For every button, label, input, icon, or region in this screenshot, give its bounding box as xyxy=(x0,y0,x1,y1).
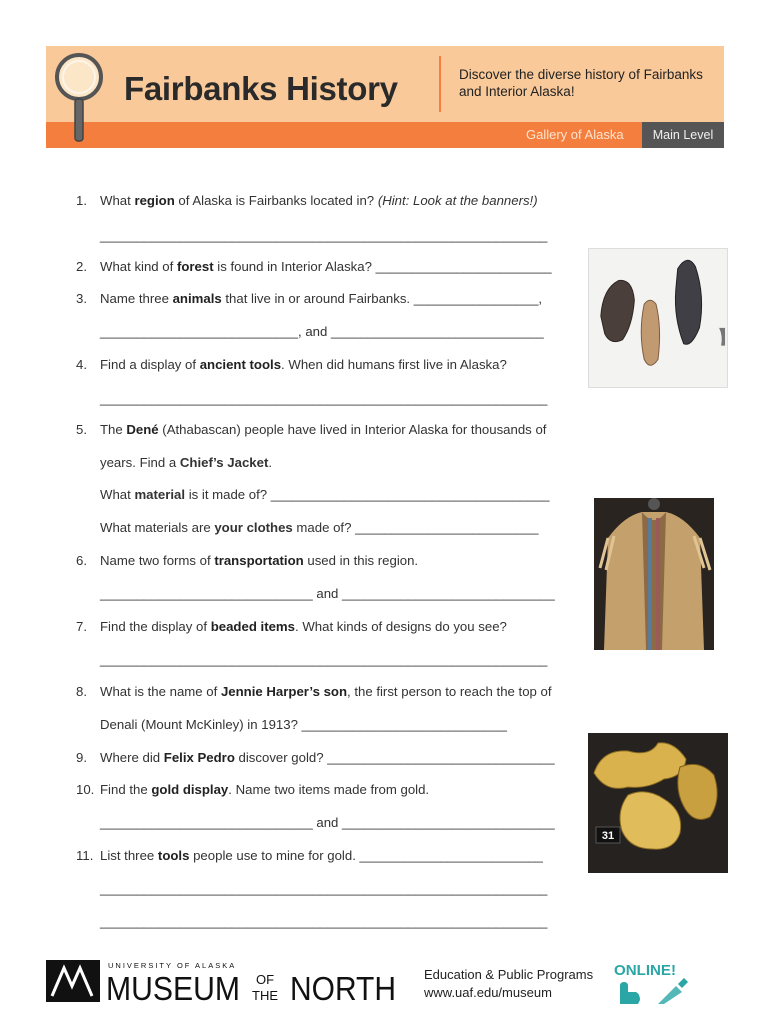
page-title: Fairbanks History xyxy=(124,70,398,107)
answer-line-8[interactable]: Denali (Mount McKinley) in 1913? ____________________________ xyxy=(100,717,507,732)
question-11: 11. List three tools people use to mine for gold. _________________________ xyxy=(76,848,543,863)
footer-department: Education & Public Programs xyxy=(424,967,594,982)
answer-line-3[interactable]: ___________________________, and _____________________________ xyxy=(100,324,544,339)
header-divider xyxy=(439,56,441,112)
logo-university: UNIVERSITY OF ALASKA xyxy=(108,961,237,970)
specimen-tag: 31 xyxy=(601,830,615,842)
level-badge: Main Level xyxy=(642,122,724,148)
header-banner xyxy=(46,46,724,148)
logo-of: OF xyxy=(256,972,275,987)
answer-line-4[interactable]: _____________________________________________________________ xyxy=(100,391,548,406)
online-badge-icon xyxy=(610,960,692,1006)
question-5: 5. The Dené (Athabascan) people have lived in Interior Alaska for thousands of xyxy=(76,422,547,437)
header-tagline: Discover the diverse history of Fairbanks and Interior Alaska! xyxy=(459,67,703,99)
question-7: 7. Find the display of beaded items. What kinds of designs do you see? xyxy=(76,619,507,634)
question-6: 6. Name two forms of transportation used in this region. xyxy=(76,553,419,568)
magnifying-glass-icon xyxy=(52,50,106,146)
question-4: 4. Find a display of ancient tools. When did humans first live in Alaska? xyxy=(76,357,507,372)
logo-the: THE xyxy=(252,988,278,1003)
question-5-clothes: What materials are your clothes made of? _________________________ xyxy=(100,520,539,535)
question-1: 1. What region of Alaska is Fairbanks located in? (Hint: Look at the banners!) xyxy=(76,193,538,208)
logo-museum: MUSEUM xyxy=(106,970,240,1004)
footer-url[interactable]: www.uaf.edu/museum xyxy=(424,985,552,1000)
answer-line-11b[interactable]: _____________________________________________________________ xyxy=(100,914,548,929)
museum-of-the-north-logo xyxy=(46,956,406,1004)
question-5-line-2: years. Find a Chief’s Jacket. xyxy=(100,455,273,470)
answer-line-10[interactable]: _____________________________ and _____________________________ xyxy=(100,815,555,830)
question-2: 2. What kind of forest is found in Interior Alaska? ________________________ xyxy=(76,259,552,274)
logo-north: NORTH xyxy=(290,970,396,1004)
answer-line-1[interactable]: _____________________________________________________________ xyxy=(100,228,548,243)
question-3: 3. Name three animals that live in or around Fairbanks. _________________, xyxy=(76,291,543,306)
question-5-material: What material is it made of? ______________________________________ xyxy=(100,487,550,502)
hint-text: (Hint: Look at the banners!) xyxy=(377,193,538,208)
gallery-label: Gallery of Alaska xyxy=(526,127,624,142)
answer-line-11a[interactable]: _____________________________________________________________ xyxy=(100,881,548,896)
footer-contact xyxy=(424,966,593,1002)
answer-line-6[interactable]: _____________________________ and _____________________________ xyxy=(100,586,555,601)
gold-nuggets-photo xyxy=(588,733,728,873)
online-label: ONLINE! xyxy=(614,962,676,979)
question-10: 10. Find the gold display. Name two items made from gold. xyxy=(76,782,430,797)
answer-line-7[interactable]: _____________________________________________________________ xyxy=(100,652,548,667)
chiefs-jacket-photo xyxy=(594,498,714,650)
ancient-tools-photo xyxy=(588,248,728,388)
question-9: 9. Where did Felix Pedro discover gold? _______________________________ xyxy=(76,750,555,765)
question-8: 8. What is the name of Jennie Harper’s son, the first person to reach the top of xyxy=(76,684,552,699)
